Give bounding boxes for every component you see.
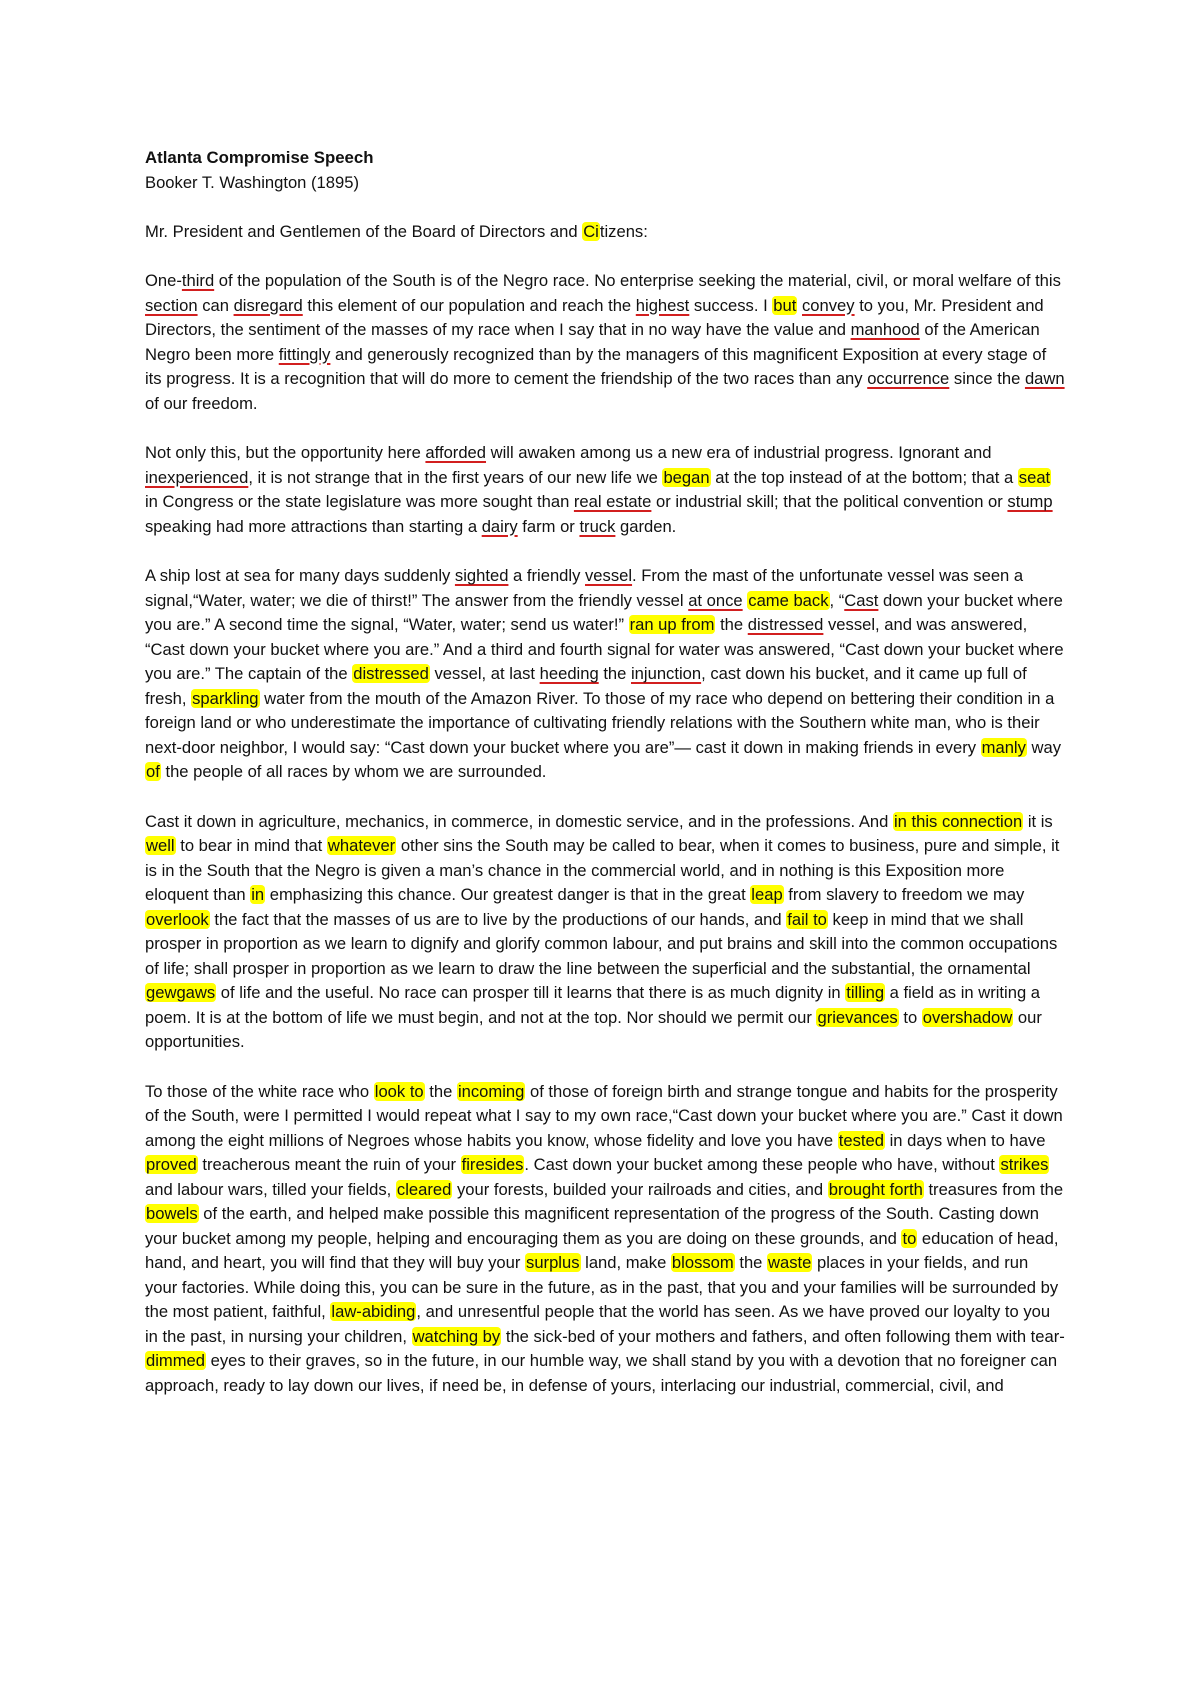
text-run: eyes to their graves, so in the future, in our humble way, we shall stand by you with a devotion that no foreigner can approach, ready to lay down our lives, if need be, in defense of yours, interlacing our industrial, commercial, civil, and	[145, 1351, 1058, 1395]
text-run: . From the mast of the unfortunate vessel was seen a signal,“Water, water; we die of thirst!” The answer from the friendly vessel	[145, 566, 1024, 610]
highlighted-text: blossom	[671, 1253, 734, 1272]
text-run: down your bucket where you are.” A second time the signal, “Water, water; send us water!”	[145, 590, 1063, 634]
text-run: , and unresentful people that the world has seen. As we have proved our loyalty to you in the past, in nursing your children,	[145, 1302, 1051, 1346]
highlighted-text: overlook	[146, 909, 209, 929]
text-run: of the American Negro been more	[145, 320, 1040, 364]
text-run: vessel, and was answered, “Cast down your bucket where you are.” And a third and fourth signal for water was answered, “Cast down your bucket where you are.” The captain of the	[145, 615, 1064, 683]
paragraph	[145, 810, 1065, 1055]
text-run: from slavery to freedom we may	[783, 885, 1025, 904]
highlighted-text: began	[663, 467, 710, 487]
text-run: land, make	[580, 1253, 671, 1272]
text-run: vessel, at last	[429, 664, 540, 683]
text-run: Cast it down in agriculture, mechanics, in commerce, in domestic service, and in the professions. And	[145, 811, 893, 831]
text-run: garden.	[615, 516, 677, 536]
text-run: this element of our population and reach the	[302, 295, 636, 315]
highlighted-text: cleared	[396, 1179, 452, 1199]
highlighted-text: proved	[146, 1155, 197, 1174]
text-run: . Cast down your bucket among these people who have, without	[524, 1155, 1000, 1174]
text-run: the	[715, 615, 748, 634]
paragraph	[145, 269, 1065, 416]
underlined-text: at once	[688, 590, 743, 610]
text-run: in Congress or the state legislature was more sought than	[145, 492, 574, 511]
document-title: Atlanta Compromise Speech	[145, 148, 374, 167]
highlighted-text: whatever	[327, 836, 396, 855]
text-run: your forests, builded your railroads and cities, and	[452, 1179, 828, 1199]
underlined-text: highest	[635, 295, 690, 315]
highlighted-text: sparkling	[192, 688, 259, 708]
highlighted-text: distressed	[353, 664, 429, 683]
underlined-text: third	[181, 271, 215, 290]
text-run: farm or	[517, 516, 580, 536]
highlighted-text: surplus	[526, 1253, 580, 1272]
paragraph	[145, 441, 1065, 539]
text-run: way	[1026, 737, 1062, 757]
underlined-text: heeding	[539, 664, 599, 683]
text-run: , “	[829, 590, 845, 610]
highlighted-text: in this connection	[893, 811, 1023, 831]
text-run: education of head, hand, and heart, you will find that they will buy your	[145, 1228, 1059, 1272]
highlighted-text: watching by	[412, 1326, 501, 1346]
text-run: the	[424, 1081, 457, 1101]
underlined-text: manhood	[850, 320, 920, 339]
underlined-text: disregard	[233, 295, 303, 315]
underlined-text: convey	[802, 295, 855, 315]
highlighted-text: brought forth	[828, 1179, 923, 1199]
underlined-text: dawn	[1024, 369, 1065, 388]
text-run: the	[734, 1253, 768, 1272]
underlined-text: dairy	[481, 516, 518, 536]
text-run: of our freedom.	[145, 393, 258, 413]
text-run: tizens:	[599, 221, 648, 241]
paragraph	[145, 1080, 1065, 1399]
highlighted-text: well	[146, 836, 175, 855]
highlighted-text: grievances	[817, 1007, 898, 1027]
underlined-text: distressed	[747, 615, 824, 634]
text-run: other sins the South may be called to bear, when it comes to business, pure and simple, it is in the South that the Negro is given a man’s chance in the commercial world, and in nothing is this Exposition more eloquent than	[145, 836, 1060, 904]
highlighted-text: but	[773, 295, 797, 315]
paragraph	[145, 564, 1065, 785]
underlined-text: occurrence	[867, 369, 950, 388]
underlined-text: afforded	[425, 443, 487, 462]
text-run: to bear in mind that	[175, 836, 327, 855]
highlighted-text: firesides	[461, 1155, 524, 1174]
text-run: Not only this, but the opportunity here	[145, 443, 426, 462]
highlighted-text: fail to	[787, 909, 827, 929]
text-run: a friendly	[508, 566, 585, 585]
highlighted-text: seat	[1018, 467, 1051, 487]
highlighted-text: of	[146, 762, 160, 781]
text-run: One-	[145, 271, 182, 290]
highlighted-text: manly	[981, 737, 1026, 757]
text-run: water from the mouth of the Amazon River. To those of my race who depend on bettering their condition in a foreign land or who underestimate the importance of cultivating friendly relations with the Southern white man, who is their next-door neighbor, I would say: “Cast down your bucket where you are”— cast it down in making friends in every	[145, 688, 1055, 757]
highlighted-text: overshadow	[922, 1007, 1013, 1027]
underlined-text: section	[145, 295, 198, 315]
text-run: will awaken among us a new era of industrial progress. Ignorant and	[486, 443, 992, 462]
text-run: and labour wars, tilled your fields,	[145, 1179, 396, 1199]
text-run: in days when to have	[884, 1130, 1046, 1150]
text-run: , cast down his bucket, and it came up full of fresh,	[145, 664, 1027, 708]
highlighted-text: leap	[751, 885, 783, 904]
underlined-text: fittingly	[278, 344, 331, 364]
text-run: to	[898, 1007, 922, 1027]
highlighted-text: incoming	[457, 1081, 525, 1101]
highlighted-text: tilling	[846, 983, 885, 1002]
highlighted-text: Ci	[583, 221, 599, 241]
text-run: it is	[1023, 811, 1053, 831]
text-run: the	[598, 664, 631, 683]
text-run: keep in mind that we shall prosper in proportion as we learn to dignify and glorify common labour, and put brains and skill into the common occupations of life; shall prosper in proportion as we learn to draw the line between the superficial and the substantial, the ornamental	[145, 909, 1058, 978]
highlighted-text: came back	[748, 590, 829, 610]
text-run: of those of foreign birth and strange tongue and habits for the prosperity of the South, were I permitted I would repeat what I say to my own race,“Cast down your bucket where you are.” Cast it down among the eight millions of Negroes whose habits you know, whose fidelity and love you have	[145, 1081, 1063, 1150]
text-run: To those of the white race who	[145, 1081, 374, 1101]
highlighted-text: look to	[374, 1081, 424, 1101]
highlighted-text: tested	[838, 1130, 884, 1150]
text-run: our opportunities.	[145, 1007, 1042, 1051]
underlined-text: injunction	[631, 664, 702, 683]
text-run: of the population of the South is of the Negro race. No enterprise seeking the material, civil, or moral welfare of this	[214, 271, 1061, 290]
underlined-text: truck	[579, 516, 616, 536]
text-run: emphasizing this chance. Our greatest danger is that in the great	[265, 885, 751, 904]
text-run: to you, Mr. President and Directors, the sentiment of the masses of my race when I say that in no way have the value and	[145, 295, 1044, 339]
highlighted-text: law-abiding	[331, 1302, 416, 1321]
document-author: Booker T. Washington (1895)	[145, 172, 359, 192]
underlined-text: inexperienced	[145, 467, 249, 487]
highlighted-text: gewgaws	[146, 983, 216, 1002]
paragraph-list	[145, 220, 1065, 1399]
text-run: the sick-bed of your mothers and fathers, and often following them with tear-	[501, 1326, 1065, 1346]
text-run: at the top instead of at the bottom; that a	[710, 467, 1018, 487]
text-run: or industrial skill; that the political convention or	[651, 492, 1008, 511]
highlighted-text: ran up from	[629, 615, 715, 634]
text-run: can	[197, 295, 234, 315]
underlined-text: stump	[1007, 492, 1053, 511]
underlined-text: real estate	[573, 492, 652, 511]
text-run: treasures from the	[923, 1179, 1064, 1199]
highlighted-text: bowels	[146, 1204, 198, 1223]
highlighted-text: in	[251, 885, 265, 904]
text-run: treacherous meant the ruin of your	[197, 1155, 461, 1174]
text-run: , it is not strange that in the first years of our new life we	[248, 467, 663, 487]
text-run: the people of all races by whom we are surrounded.	[160, 762, 547, 781]
paragraph	[145, 220, 1065, 245]
underlined-text: sighted	[454, 566, 509, 585]
text-run: since the	[949, 369, 1025, 388]
text-run: the fact that the masses of us are to live by the productions of our hands, and	[209, 909, 787, 929]
highlighted-text: waste	[768, 1253, 812, 1272]
highlighted-text: to	[902, 1228, 917, 1248]
text-run: and generously recognized than by the managers of this magnificent Exposition at every stage of its progress. It is a recognition that will do more to cement the friendship of the two races than any	[145, 344, 1047, 388]
text-run: success. I	[689, 295, 773, 315]
highlighted-text: strikes	[1000, 1155, 1049, 1174]
text-run: A ship lost at sea for many days suddenly	[145, 566, 455, 585]
text-run: of the earth, and helped make possible this magnificent representation of the progress of the South. Casting down your bucket among my people, helping and encouraging them as you are doing on these grounds, and	[145, 1204, 1039, 1248]
document-body	[145, 146, 1065, 1423]
text-run: speaking had more attractions than starting a	[145, 516, 482, 536]
text-run: places in your fields, and run your factories. While doing this, you can be sure in the future, as in the past, that you and your families will be surrounded by the most patient, faithful,	[145, 1253, 1059, 1321]
text-run: Mr. President and Gentlemen of the Board of Directors and	[145, 221, 583, 241]
highlighted-text: dimmed	[146, 1351, 206, 1370]
text-run: of life and the useful. No race can prosper till it learns that there is as much dignity in	[216, 983, 846, 1002]
underlined-text: Cast	[844, 590, 879, 610]
underlined-text: vessel	[585, 566, 633, 585]
text-run: a field as in writing a poem. It is at the bottom of life we must begin, and not at the top. Nor should we permit our	[145, 983, 1041, 1027]
